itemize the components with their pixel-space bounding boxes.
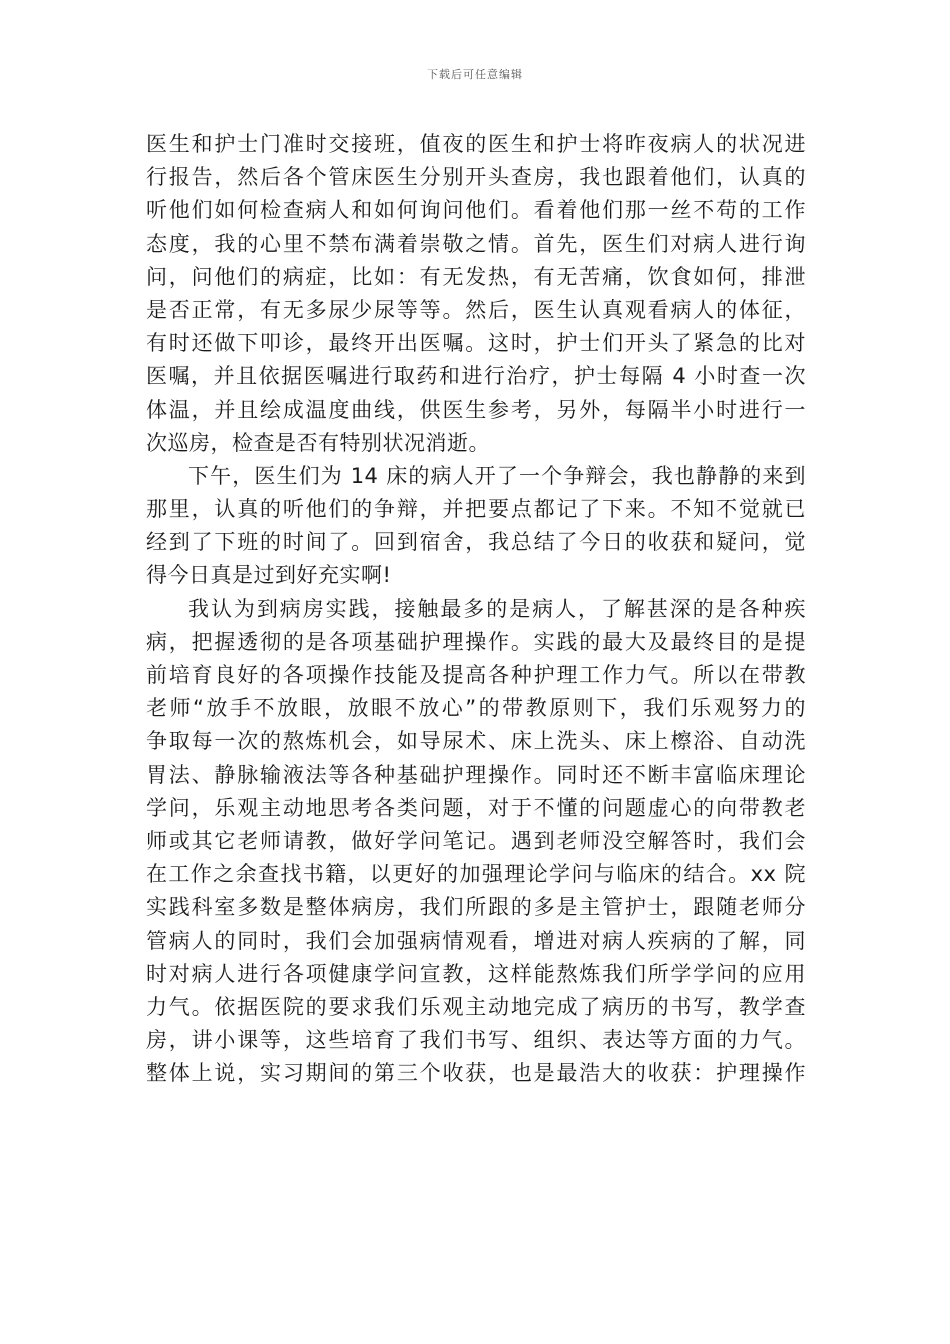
paragraph-3 [146,593,806,1091]
text-line: 听他们如何检查病人和如何询问他们。看着他们那一丝不苟的工作 [146,198,806,223]
paragraph-1 [146,128,806,460]
text-line: 次巡房，检查是否有特别状况消逝。 [146,430,490,455]
text-line: 学问，乐观主动地思考各类问题，对于不懂的问题虚心的向带教老 [146,795,806,820]
text-line: 问，问他们的病症，比如：有无发热，有无苦痛，饮食如何，排泄 [146,264,806,289]
text-line: 力气。依据医院的要求我们乐观主动地完成了病历的书写，教学查 [146,994,806,1019]
text-line: 老师“放手不放眼，放眼不放心”的带教原则下，我们乐观努力的 [146,696,806,721]
text-line: 行报告，然后各个管床医生分别开头查房，我也跟着他们，认真的 [146,165,806,190]
text-line: 师或其它老师请教，做好学问笔记。遇到老师没空解答时，我们会 [146,828,806,853]
text-line: 态度，我的心里不禁布满着崇敬之情。首先，医生们对病人进行询 [146,231,806,256]
text-line: 争取每一次的熬炼机会，如导尿术、床上洗头、床上檫浴、自动洗 [146,729,806,754]
paragraph-2 [146,460,806,593]
text-line: 时对病人进行各项健康学问宣教，这样能熬炼我们所学学问的应用 [146,961,806,986]
text-line: 管病人的同时，我们会加强病情观看，增进对病人疾病的了解，同 [146,928,806,953]
text-line: 在工作之余查找书籍，以更好的加强理论学问与临床的结合。xx 院 [146,862,806,887]
text-line: 医嘱，并且依据医嘱进行取药和进行治疗，护士每隔 4 小时查一次 [146,364,806,389]
text-line: 胃法、静脉输液法等各种基础护理操作。同时还不断丰富临床理论 [146,762,806,787]
text-line: 是否正常，有无多尿少尿等等。然后，医生认真观看病人的体征， [146,297,806,322]
document-body [146,128,806,1090]
text-line: 得今日真是过到好充实啊! [146,563,392,588]
text-line: 那里，认真的听他们的争辩，并把要点都记了下来。不知不觉就已 [146,497,806,522]
text-line: 有时还做下叩诊，最终开出医嘱。这时，护士们开头了紧急的比对 [146,331,806,356]
page-header-note: 下载后可任意编辑 [427,68,523,81]
text-line: 整体上说，实习期间的第三个收获，也是最浩大的收获：护理操作 [146,1061,806,1086]
text-line: 体温，并且绘成温度曲线，供医生参考，另外，每隔半小时进行一 [146,397,806,422]
text-line: 经到了下班的时间了。回到宿舍，我总结了今日的收获和疑问，觉 [146,530,806,555]
text-line: 我认为到病房实践，接触最多的是病人，了解甚深的是各种疾 [188,596,806,621]
text-line: 前培育良好的各项操作技能及提高各种护理工作力气。所以在带教 [146,663,806,687]
text-line: 实践科室多数是整体病房，我们所跟的多是主管护士，跟随老师分 [146,895,806,920]
text-line: 房，讲小课等，这些培育了我们书写、组织、表达等方面的力气。 [146,1028,806,1053]
text-line: 病，把握透彻的是各项基础护理操作。实践的最大及最终目的是提 [146,629,806,654]
text-line: 下午，医生们为 14 床的病人开了一个争辩会，我也静静的来到 [188,463,806,488]
text-line: 医生和护士门准时交接班，值夜的医生和护士将昨夜病人的状况进 [146,132,806,156]
